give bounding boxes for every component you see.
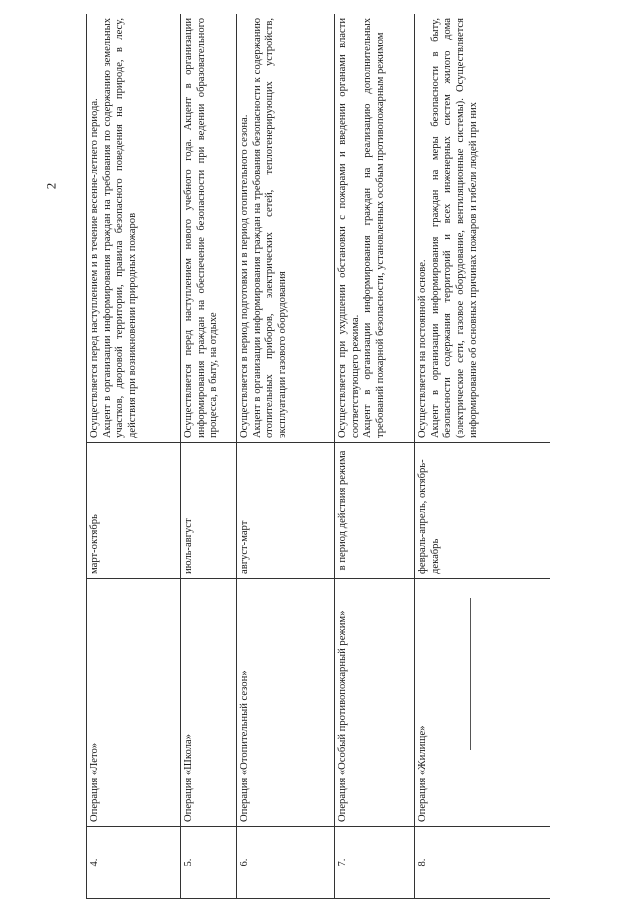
row-number: 6.	[237, 827, 335, 899]
row-number: 4.	[87, 827, 181, 899]
table-row	[181, 14, 237, 899]
row-number: 5.	[181, 827, 237, 899]
operation-period: в период действия режима	[335, 443, 415, 579]
operation-name: Операция «Лето»	[87, 579, 181, 827]
rotated-table-container	[86, 14, 550, 899]
operation-description: Осуществляется перед наступлением нового учебного года. Акцент в организации информирования граждан на обеспечение безопасности при ведении образовательного процесса, в быту, на отдыхе	[181, 14, 237, 443]
operation-description: Осуществляется при ухудшении обстановки с пожарами и введении органами власти соответствующего режима. Акцент в организации информирования граждан на реализацию дополнительных требований пожарной безопасности, установленных особым противопожарным режимом	[335, 14, 415, 443]
table-row	[87, 14, 181, 899]
operation-period: июль-август	[181, 443, 237, 579]
operation-period: февраль-апрель, октябрь-декабрь	[415, 443, 551, 579]
operation-description: Осуществляется в период подготовки и в период отопительного сезона. Акцент в организации информирования граждан на требования безопасности к содержанию отопительных приборов, электрических сетей, теплогенерирующих устройств, эксплуатации газового оборудования	[237, 14, 335, 443]
operation-name: Операция «Особый противопожарный режим»	[335, 579, 415, 827]
operation-description: Осуществляется на постоянной основе. Акцент в организации информирования граждан на меры безопасности в быту, безопасности содержания территорий и всех инженерных систем жилого дома (электрические сети, газовое оборудование, вентиляционные системы). Осуществляется информирование об основных причинах пожаров и гибели людей при них	[415, 14, 551, 443]
table-row	[237, 14, 335, 899]
operation-name: Операция «Жилище»	[415, 579, 551, 827]
page-number: 2	[43, 182, 59, 190]
operation-description: Осуществляется перед наступлением и в течение весенне-летнего периода. Акцент в организации информирования граждан на требования по содержанию земельных участков, дворовой территории, правила безопасного поведения на природе, в лесу, действия при возникновении природных пожаров	[87, 14, 181, 443]
operation-name: Операция «Отопительный сезон»	[237, 579, 335, 827]
row-number: 7.	[335, 827, 415, 899]
table-row	[415, 14, 551, 899]
operation-period: август-март	[237, 443, 335, 579]
row-number: 8.	[415, 827, 551, 899]
rotated-table-frame	[86, 14, 550, 899]
operation-name: Операция «Школа»	[181, 579, 237, 827]
operations-table	[86, 14, 550, 899]
operation-period: март-октябрь	[87, 443, 181, 579]
table-row	[335, 14, 415, 899]
